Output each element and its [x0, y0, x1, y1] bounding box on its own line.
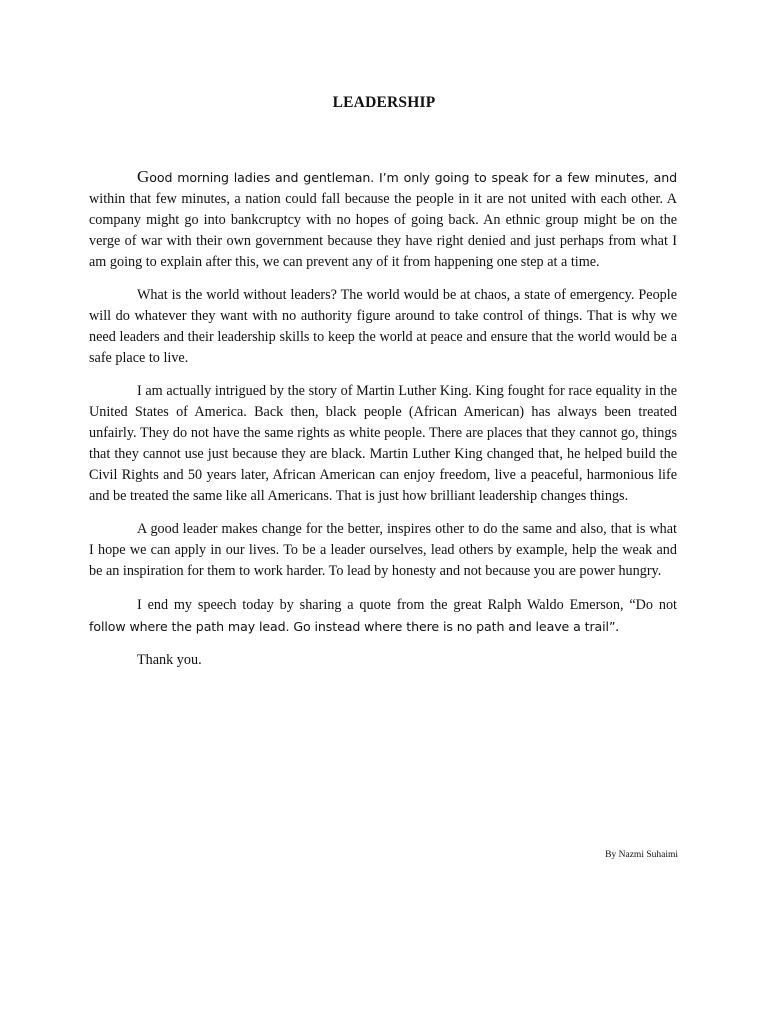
- author-signature: By Nazmi Suhaimi: [605, 850, 678, 860]
- document-title: LEADERSHIP: [332, 94, 436, 111]
- quote-end: .: [615, 619, 619, 635]
- quote-text: follow where the path may lead. Go instead where there is no path and leave a trail”: [89, 619, 616, 634]
- paragraph-emerson-quote: [89, 594, 677, 638]
- paragraph-martin-luther-king: I am actually intrigued by the story of Martin Luther King. King fought for race equality in the United States of America. Back then, black people (African American) has always been treated unfairly. They do not have the same rights as white people. There are places that they cannot go, things that they cannot use just because they are black. Martin Luther King changed that, he helped build the Civil Rights and 50 years later, African American can enjoy freedom, live a peaceful, harmonious life and be treated the same like all Americans. That is just how brilliant leadership changes things.: [89, 383, 677, 504]
- paragraph-intro-rest: within that few minutes, a nation could fall because the people in it are not united with each other. A company might go into bankcruptcy with no hopes of going back. An ethnic group might be on the verge of war with their own government because they have right denied and just perhaps from what I am going to explain after this, we can prevent any of it from happening one step at a time.: [89, 191, 677, 270]
- paragraph-first-letter: G: [137, 167, 150, 186]
- paragraph-good-leader: A good leader makes change for the better, inspires other to do the same and also, that is what I hope we can apply in our lives. To be a leader ourselves, lead others by example, help the weak and be an inspiration for them to work harder. To lead by honesty and not because you are power hungry.: [89, 521, 677, 579]
- paragraph-thank-you: Thank you.: [137, 652, 202, 668]
- paragraph-opening-line: ood morning ladies and gentleman. I’m only going to speak for a few minutes, and: [149, 170, 677, 185]
- paragraph-world-without-leaders: What is the world without leaders? The world would be at chaos, a state of emergency. People will do whatever they want with no authority figure around to take control of things. That is why we need leaders and their leadership skills to keep the world at peace and ensure that the world would be a safe place to live.: [89, 287, 677, 366]
- paragraph-intro: [89, 166, 677, 273]
- document-body: [89, 166, 677, 683]
- quote-lead-in: I end my speech today by sharing a quote from the great Ralph Waldo Emerson, “Do not: [137, 597, 677, 613]
